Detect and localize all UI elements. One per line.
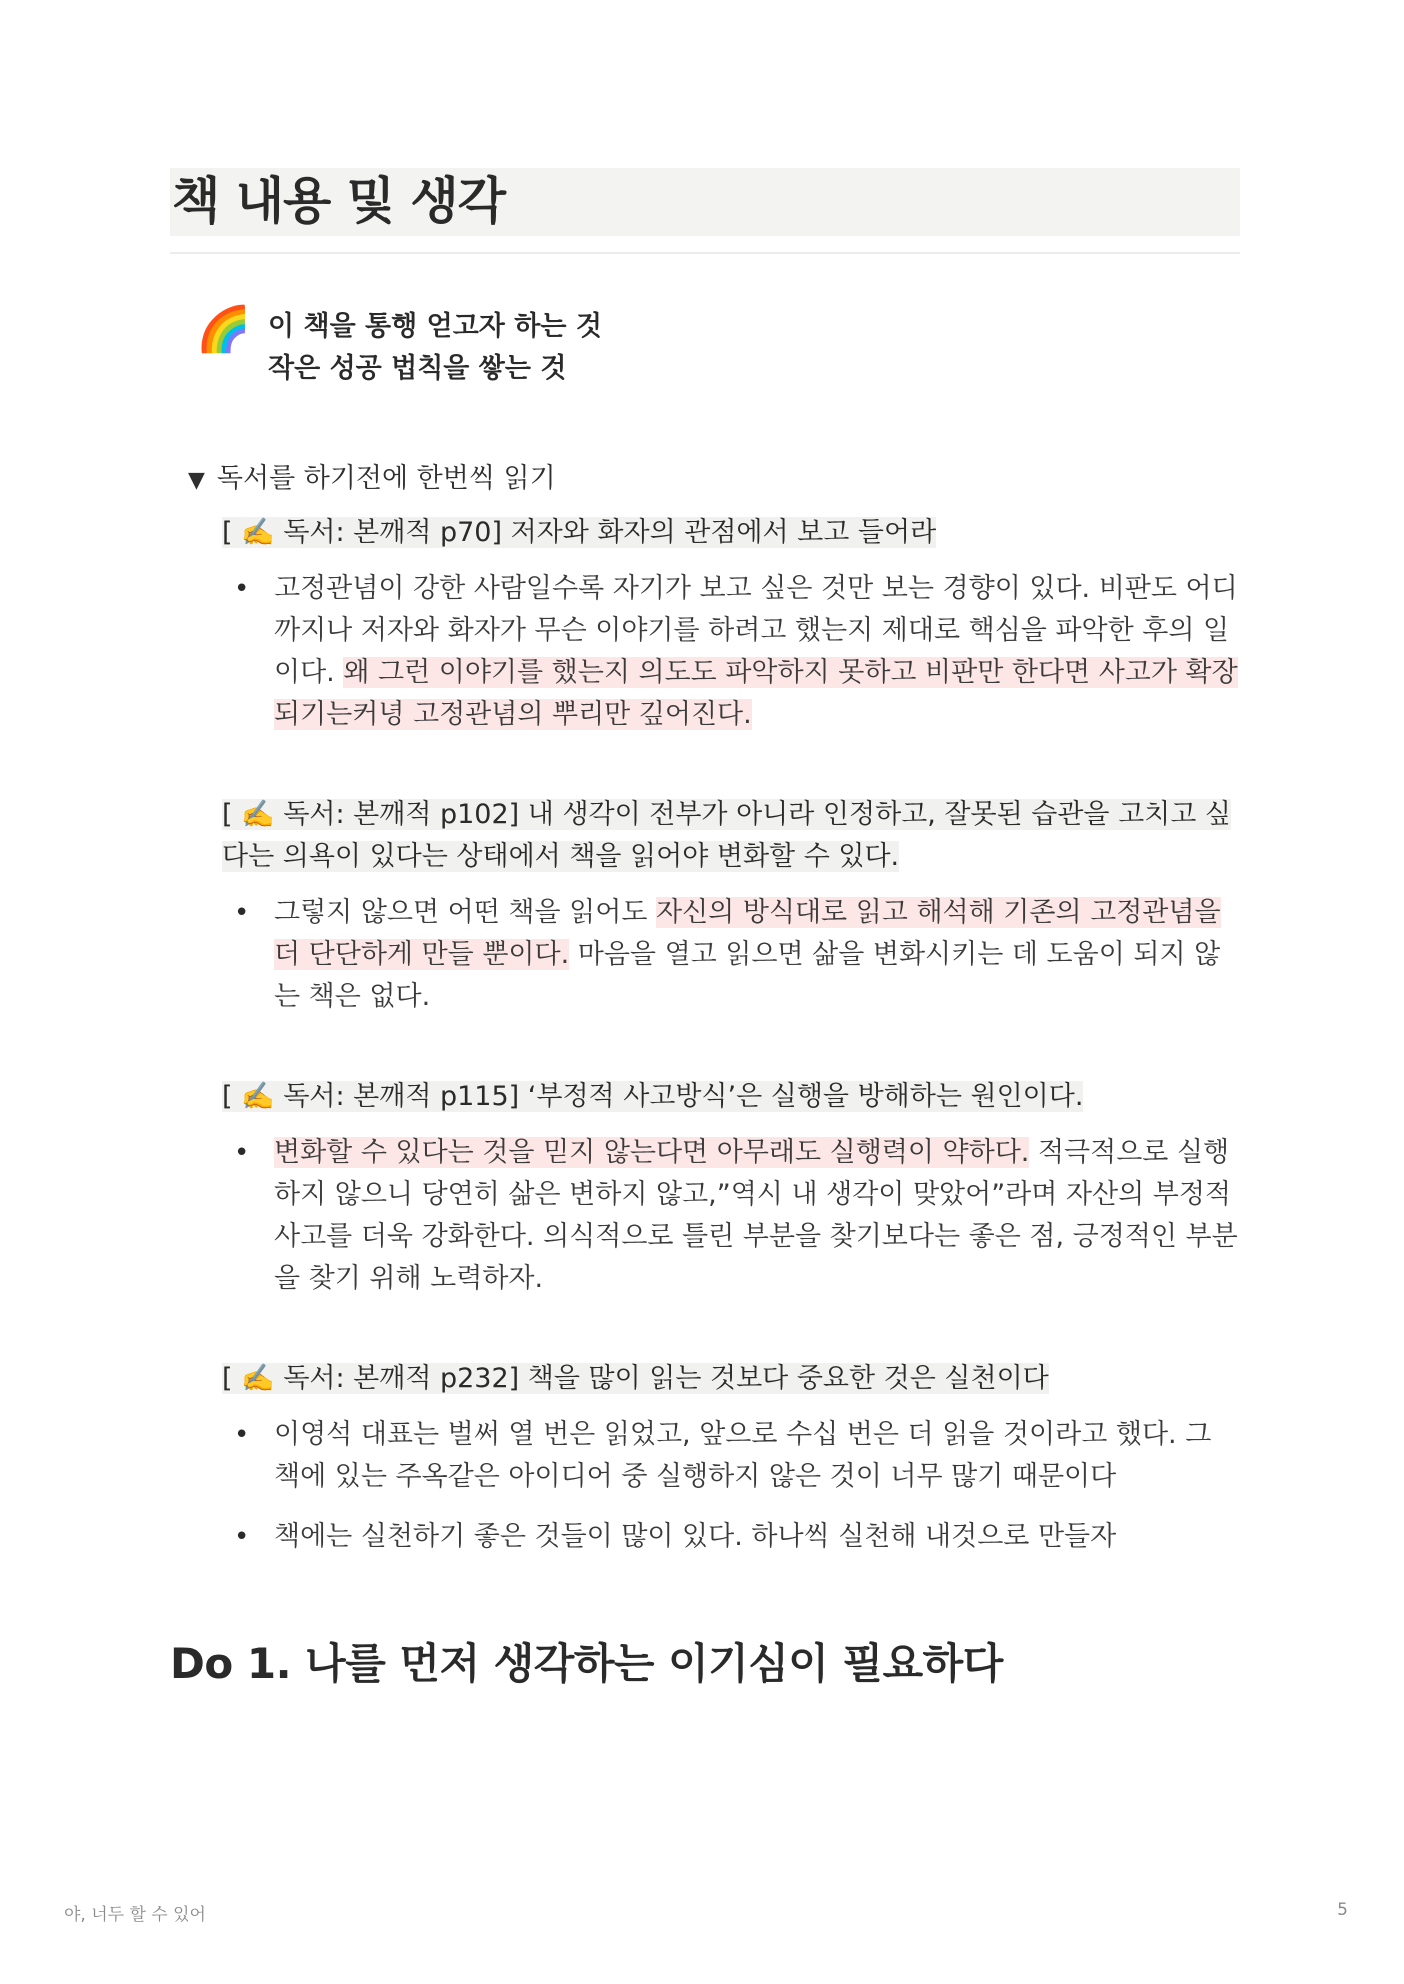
quote-block [170,794,1240,878]
highlighted-text: 자신의 방식대로 읽고 해석해 기존의 고정관념을 더 단단하게 만들 뿐이다. [274,897,1221,970]
bullet-text: 그렇지 않으면 어떤 책을 읽어도 [274,897,656,928]
highlighted-text: 변화할 수 있다는 것을 믿지 않는다면 아무래도 실행력이 약하다. [274,1137,1030,1168]
highlighted-text: 왜 그런 이야기를 했는지 의도도 파악하지 못하고 비판만 한다면 사고가 확장되기는커녕 고정관념의 뿌리만 깊어진다. [274,657,1238,730]
quote-block [170,512,1240,554]
callout-line-2: 작은 성공 법칙을 쌓는 것 [268,353,567,384]
section-heading: Do 1. 나를 먼저 생각하는 이기심이 필요하다 [170,1639,1003,1688]
toggle-label: 독서를 하기전에 한번씩 읽기 [216,463,556,494]
quote-text: [ ✍️ 독서: 본깨적 p102] 내 생각이 전부가 아니라 인정하고, 잘못된 습관을 고치고 싶다는 의욕이 있다는 상태에서 책을 읽어야 변화할 수 있다. [222,799,1231,872]
title-divider [170,252,1240,254]
rainbow-icon: 🌈 [196,304,251,355]
bullet-text: 고정관념이 강한 사람일수록 자기가 보고 싶은 것만 보는 경향이 있다. 비판도 어디까지나 저자와 화자가 무슨 이야기를 하려고 했는지 제대로 핵심을 파악한 후의 일이다. [274,573,1238,688]
callout-line-1: 이 책을 통행 얻고자 하는 것 [268,311,602,342]
quote-block [170,1358,1240,1400]
list-item [222,1132,1240,1300]
bullet-text: 적극적으로 실행하지 않으니 당연히 삶은 변하지 않고,”역시 내 생각이 맞았어”라며 자산의 부정적 사고를 더욱 강화한다. 의식적으로 틀린 부분을 찾기보다는 좋은 점, 긍정적인 부분을 찾기 위해 노력하자. [274,1137,1238,1294]
list-item [222,892,1240,1018]
notes-list [170,512,1240,1558]
bullet-text: 마음을 열고 읽으면 삶을 변화시키는 데 도움이 되지 않는 책은 없다. [274,939,1221,1012]
list-item [222,1414,1240,1498]
quote-text: [ ✍️ 독서: 본깨적 p70] 저자와 화자의 관점에서 보고 들어라 [222,517,937,548]
page-title: 책 내용 및 생각 [170,168,1240,236]
quote-block [170,1076,1240,1118]
bullet-list [170,1132,1240,1300]
reading-toggle[interactable] [170,458,1240,502]
goal-callout [170,306,1240,390]
bullet-text: 이영석 대표는 벌써 열 번은 읽었고, 앞으로 수십 번은 더 읽을 것이라고 했다. 그 책에 있는 주옥같은 아이디어 중 실행하지 않은 것이 너무 많기 때문이다 [274,1419,1212,1492]
page-number: 5 [1337,1900,1348,1920]
list-item [222,568,1240,736]
bullet-text: 책에는 실천하기 좋은 것들이 많이 있다. 하나씩 실천해 내것으로 만들자 [274,1521,1117,1552]
list-item [222,1516,1240,1558]
quote-text: [ ✍️ 독서: 본깨적 p232] 책을 많이 읽는 것보다 중요한 것은 실천이다 [222,1363,1049,1394]
footer-title: 야, 너두 할 수 있어 [64,1905,206,1925]
toggle-triangle-icon[interactable]: ▼ [188,468,205,493]
bullet-list [170,892,1240,1018]
page-content [170,168,1240,1690]
quote-text: [ ✍️ 독서: 본깨적 p115] ‘부정적 사고방식’은 실행을 방해하는 원인이다. [222,1081,1084,1112]
bullet-list [170,568,1240,736]
bullet-list [170,1414,1240,1558]
